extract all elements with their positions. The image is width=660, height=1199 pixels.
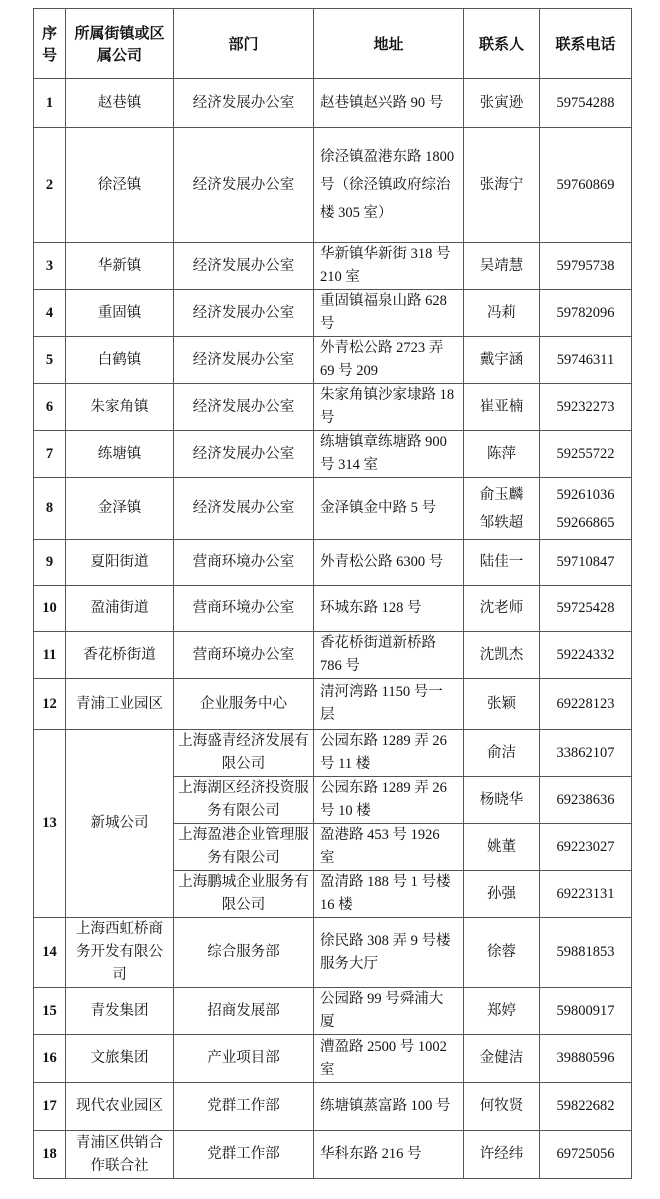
header-phone: 联系电话 — [540, 9, 632, 79]
table-row — [34, 243, 632, 290]
row-unit: 新城公司 — [66, 730, 174, 918]
row-phone: 33862107 — [540, 730, 632, 777]
table-row — [34, 1131, 632, 1179]
row-unit: 赵巷镇 — [66, 79, 174, 128]
row-unit: 徐泾镇 — [66, 128, 174, 243]
phone-line: 59261036 — [556, 486, 615, 503]
contact-line: 俞玉麟 — [479, 486, 524, 503]
header-unit: 所属街镇或区属公司 — [66, 9, 174, 79]
row-address: 盈清路 188 号 1 号楼 16 楼 — [314, 871, 464, 918]
row-unit: 上海西虹桥商务开发有限公司 — [66, 918, 174, 988]
row-dept: 党群工作部 — [174, 1131, 314, 1179]
row-address: 外青松公路 2723 弄 69 号 209 — [314, 337, 464, 384]
row-dept: 营商环境办公室 — [174, 632, 314, 679]
row-dept: 招商发展部 — [174, 988, 314, 1035]
row-phone: 59795738 — [540, 243, 632, 290]
row-phone: 59822682 — [540, 1083, 632, 1131]
table-row — [34, 384, 632, 431]
row-unit: 夏阳街道 — [66, 540, 174, 586]
header-address: 地址 — [314, 9, 464, 79]
row-unit: 华新镇 — [66, 243, 174, 290]
row-dept: 经济发展办公室 — [174, 79, 314, 128]
row-no: 10 — [34, 586, 66, 632]
row-phone: 69223131 — [540, 871, 632, 918]
contact-line: 邹轶超 — [479, 514, 524, 531]
row-address: 重固镇福泉山路 628 号 — [314, 290, 464, 337]
row-dept: 上海鹏城企业服务有限公司 — [174, 871, 314, 918]
row-contact: 沈老师 — [464, 586, 540, 632]
row-contact: 金健洁 — [464, 1035, 540, 1083]
row-contact: 俞洁 — [464, 730, 540, 777]
row-address: 香花桥街道新桥路 786 号 — [314, 632, 464, 679]
row-address: 公园东路 1289 弄 26 号 10 楼 — [314, 777, 464, 824]
row-dept: 企业服务中心 — [174, 679, 314, 730]
row-no: 15 — [34, 988, 66, 1035]
row-phone: 59782096 — [540, 290, 632, 337]
row-contact: 张寅逊 — [464, 79, 540, 128]
row-dept: 上海盛青经济发展有限公司 — [174, 730, 314, 777]
row-contact: 杨晓华 — [464, 777, 540, 824]
row-contact: 徐蓉 — [464, 918, 540, 988]
row-contact: 戴宇涵 — [464, 337, 540, 384]
table-row — [34, 632, 632, 679]
row-unit: 金泽镇 — [66, 478, 174, 540]
row-no: 9 — [34, 540, 66, 586]
row-address: 公园路 99 号舜浦大厦 — [314, 988, 464, 1035]
row-contact — [464, 478, 540, 540]
table-row — [34, 918, 632, 988]
row-no: 5 — [34, 337, 66, 384]
row-contact: 何牧贤 — [464, 1083, 540, 1131]
row-address: 朱家角镇沙家埭路 18 号 — [314, 384, 464, 431]
table-row — [34, 730, 632, 777]
row-address: 徐泾镇盈港东路 1800 号（徐泾镇政府综治楼 305 室） — [314, 128, 464, 243]
table-row — [34, 79, 632, 128]
row-contact: 崔亚楠 — [464, 384, 540, 431]
row-phone: 59255722 — [540, 431, 632, 478]
table-row — [34, 540, 632, 586]
header-contact: 联系人 — [464, 9, 540, 79]
row-contact: 陈萍 — [464, 431, 540, 478]
header-row — [34, 9, 632, 79]
row-no: 12 — [34, 679, 66, 730]
row-address: 金泽镇金中路 5 号 — [314, 478, 464, 540]
row-unit: 练塘镇 — [66, 431, 174, 478]
row-dept: 综合服务部 — [174, 918, 314, 988]
phone-line: 59266865 — [556, 514, 615, 531]
row-address: 徐民路 308 弄 9 号楼服务大厅 — [314, 918, 464, 988]
row-phone: 69223027 — [540, 824, 632, 871]
row-dept: 党群工作部 — [174, 1083, 314, 1131]
contact-table — [33, 8, 632, 1179]
row-no: 2 — [34, 128, 66, 243]
row-contact: 姚董 — [464, 824, 540, 871]
table-row — [34, 337, 632, 384]
row-dept: 产业项目部 — [174, 1035, 314, 1083]
table-row — [34, 586, 632, 632]
row-phone: 69228123 — [540, 679, 632, 730]
row-dept: 经济发展办公室 — [174, 337, 314, 384]
row-contact: 陆佳一 — [464, 540, 540, 586]
row-no: 13 — [34, 730, 66, 918]
row-contact: 许经纬 — [464, 1131, 540, 1179]
row-contact: 郑婷 — [464, 988, 540, 1035]
row-no: 14 — [34, 918, 66, 988]
row-contact: 吴靖慧 — [464, 243, 540, 290]
row-dept: 经济发展办公室 — [174, 478, 314, 540]
table-row — [34, 128, 632, 243]
table-row — [34, 290, 632, 337]
row-no: 16 — [34, 1035, 66, 1083]
row-phone: 59760869 — [540, 128, 632, 243]
row-unit: 青发集团 — [66, 988, 174, 1035]
row-no: 7 — [34, 431, 66, 478]
row-unit: 青浦工业园区 — [66, 679, 174, 730]
row-dept: 经济发展办公室 — [174, 431, 314, 478]
header-no: 序号 — [34, 9, 66, 79]
row-dept: 经济发展办公室 — [174, 290, 314, 337]
row-unit: 白鹤镇 — [66, 337, 174, 384]
row-unit: 香花桥街道 — [66, 632, 174, 679]
row-dept: 上海湖区经济投资服务有限公司 — [174, 777, 314, 824]
table-row — [34, 1035, 632, 1083]
row-dept: 经济发展办公室 — [174, 128, 314, 243]
row-phone: 69238636 — [540, 777, 632, 824]
row-phone: 59800917 — [540, 988, 632, 1035]
row-unit: 盈浦街道 — [66, 586, 174, 632]
row-dept: 营商环境办公室 — [174, 586, 314, 632]
row-unit: 朱家角镇 — [66, 384, 174, 431]
row-no: 3 — [34, 243, 66, 290]
row-address: 华新镇华新街 318 号 210 室 — [314, 243, 464, 290]
row-no: 11 — [34, 632, 66, 679]
row-address: 盈港路 453 号 1926 室 — [314, 824, 464, 871]
row-phone: 59881853 — [540, 918, 632, 988]
row-address: 练塘镇章练塘路 900 号 314 室 — [314, 431, 464, 478]
row-no: 4 — [34, 290, 66, 337]
row-address: 清河湾路 1150 号一层 — [314, 679, 464, 730]
row-phone: 59224332 — [540, 632, 632, 679]
row-dept: 营商环境办公室 — [174, 540, 314, 586]
row-address: 漕盈路 2500 号 1002 室 — [314, 1035, 464, 1083]
row-address: 外青松公路 6300 号 — [314, 540, 464, 586]
row-phone: 59746311 — [540, 337, 632, 384]
row-phone — [540, 478, 632, 540]
row-no: 8 — [34, 478, 66, 540]
row-address: 环城东路 128 号 — [314, 586, 464, 632]
row-phone: 59725428 — [540, 586, 632, 632]
row-no: 6 — [34, 384, 66, 431]
row-phone: 59710847 — [540, 540, 632, 586]
row-contact: 冯莉 — [464, 290, 540, 337]
row-address: 华科东路 216 号 — [314, 1131, 464, 1179]
row-address: 公园东路 1289 弄 26 号 11 楼 — [314, 730, 464, 777]
table-row — [34, 478, 632, 540]
table-row — [34, 1083, 632, 1131]
row-unit: 青浦区供销合作联合社 — [66, 1131, 174, 1179]
row-address: 练塘镇蒸富路 100 号 — [314, 1083, 464, 1131]
table-row — [34, 988, 632, 1035]
row-dept: 上海盈港企业管理服务有限公司 — [174, 824, 314, 871]
row-dept: 经济发展办公室 — [174, 384, 314, 431]
row-no: 1 — [34, 79, 66, 128]
table-row — [34, 431, 632, 478]
row-contact: 张海宁 — [464, 128, 540, 243]
row-phone: 59232273 — [540, 384, 632, 431]
row-no: 17 — [34, 1083, 66, 1131]
row-unit: 文旅集团 — [66, 1035, 174, 1083]
row-phone: 59754288 — [540, 79, 632, 128]
row-phone: 69725056 — [540, 1131, 632, 1179]
row-address: 赵巷镇赵兴路 90 号 — [314, 79, 464, 128]
row-contact: 孙强 — [464, 871, 540, 918]
row-no: 18 — [34, 1131, 66, 1179]
header-dept: 部门 — [174, 9, 314, 79]
row-contact: 张颖 — [464, 679, 540, 730]
row-phone: 39880596 — [540, 1035, 632, 1083]
row-unit: 重固镇 — [66, 290, 174, 337]
row-dept: 经济发展办公室 — [174, 243, 314, 290]
table-row — [34, 679, 632, 730]
row-contact: 沈凯杰 — [464, 632, 540, 679]
row-unit: 现代农业园区 — [66, 1083, 174, 1131]
